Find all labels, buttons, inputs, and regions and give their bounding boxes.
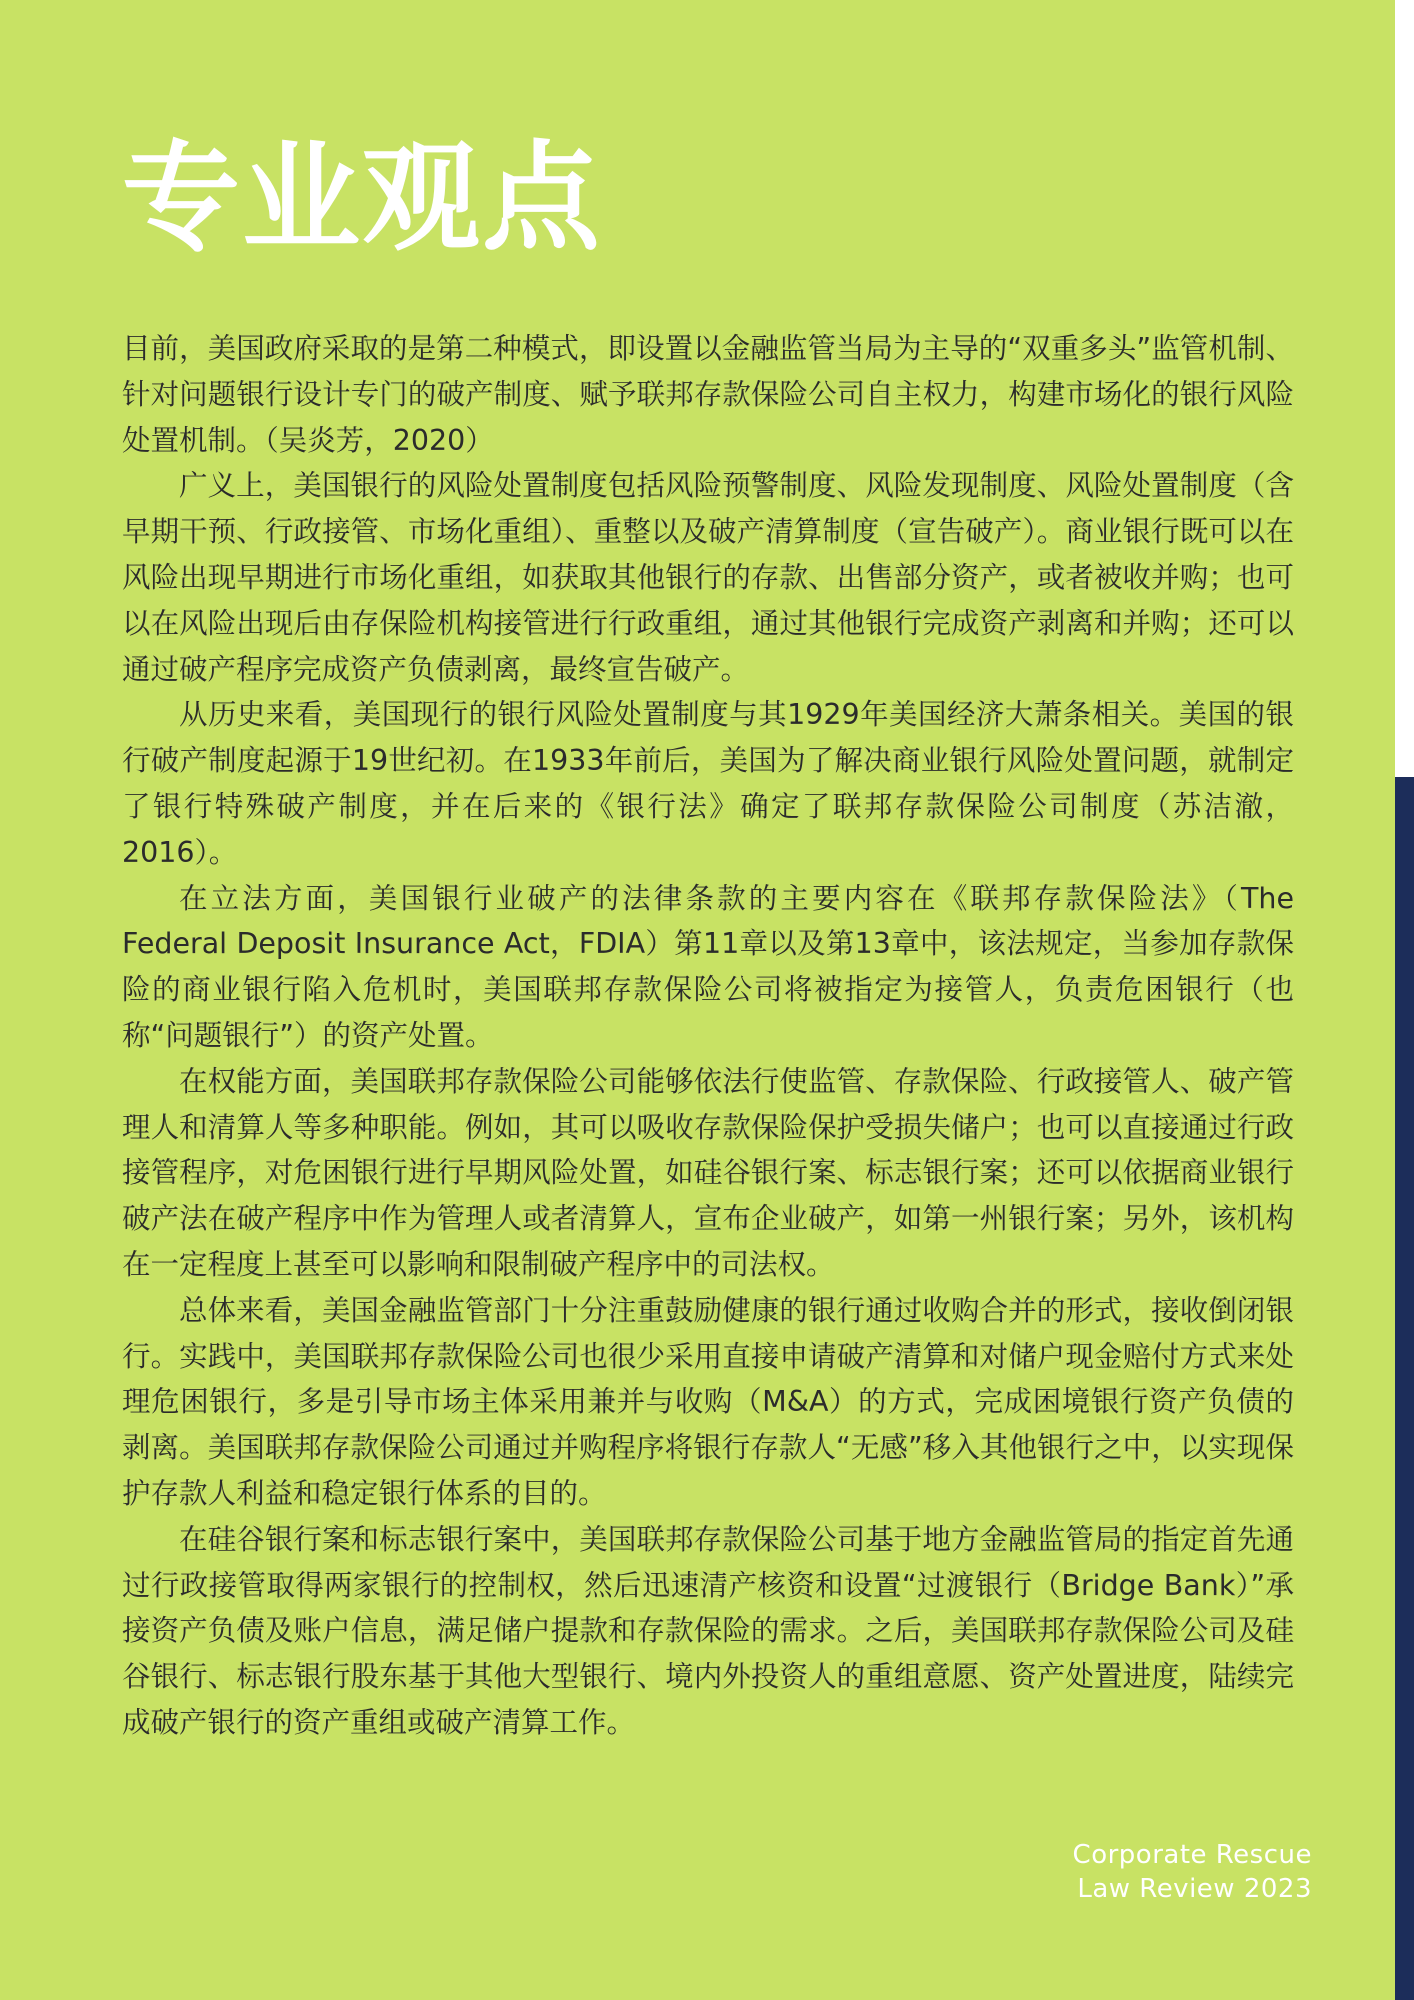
- right-edge-strip: [1395, 0, 1414, 777]
- article-body: [122, 326, 1294, 1746]
- page-title: 专业观点: [122, 129, 603, 267]
- paragraph-4: 在立法方面，美国银行业破产的法律条款的主要内容在《联邦存款保险法》（The Federal Deposit Insurance Act，FDIA）第11章以及第13章中，该法规定，当参加存款保险的商业银行陷入危机时，美国联邦存款保险公司将被指定为接管人，负责危困银行（也称“问题银行”）的资产处置。: [122, 881, 1294, 1052]
- right-accent-bar: [1395, 777, 1414, 2000]
- paragraph-7: 在硅谷银行案和标志银行案中，美国联邦存款保险公司基于地方金融监管局的指定首先通过行政接管取得两家银行的控制权，然后迅速清产核资和设置“过渡银行（Bridge Bank）”承接资产负债及账户信息，满足储户提款和存款保险的需求。之后，美国联邦存款保险公司及硅谷银行、标志银行股东基于其他大型银行、境内外投资人的重组意愿、资产处置进度，陆续完成破产银行的资产重组或破产清算工作。: [122, 1522, 1294, 1739]
- paragraph-5: 在权能方面，美国联邦存款保险公司能够依法行使监管、存款保险、行政接管人、破产管理人和清算人等多种职能。例如，其可以吸收存款保险保护受损失储户；也可以直接通过行政接管程序，对危困银行进行早期风险处置，如硅谷银行案、标志银行案；还可以依据商业银行破产法在破产程序中作为管理人或者清算人，宣布企业破产，如第一州银行案；另外，该机构在一定程度上甚至可以影响和限制破产程序中的司法权。: [122, 1064, 1294, 1281]
- paragraph-6: 总体来看，美国金融监管部门十分注重鼓励健康的银行通过收购合并的形式，接收倒闭银行。实践中，美国联邦存款保险公司也很少采用直接申请破产清算和对储户现金赔付方式来处理危困银行，多是引导市场主体采用兼并与收购（M&A）的方式，完成困境银行资产负债的剥离。美国联邦存款保险公司通过并购程序将银行存款人“无感”移入其他银行之中，以实现保护存款人利益和稳定银行体系的目的。: [122, 1293, 1294, 1510]
- paragraph-1: 目前，美国政府采取的是第二种模式，即设置以金融监管当局为主导的“双重多头”监管机制、针对问题银行设计专门的破产制度、赋予联邦存款保险公司自主权力，构建市场化的银行风险处置机制。（吴炎芳，2020）: [122, 332, 1294, 457]
- footer-line-2: Law Review 2023: [1077, 1874, 1312, 1904]
- publication-footer: [1073, 1838, 1312, 1906]
- footer-line-1: Corporate Rescue: [1072, 1840, 1312, 1870]
- paragraph-3: 从历史来看，美国现行的银行风险处置制度与其1929年美国经济大萧条相关。美国的银行破产制度起源于19世纪初。在1933年前后，美国为了解决商业银行风险处置问题，就制定了银行特殊破产制度，并在后来的《银行法》确定了联邦存款保险公司制度（苏洁澈，2016）。: [122, 698, 1294, 869]
- paragraph-2: 广义上，美国银行的风险处置制度包括风险预警制度、风险发现制度、风险处置制度（含早期干预、行政接管、市场化重组）、重整以及破产清算制度（宣告破产）。商业银行既可以在风险出现早期进行市场化重组，如获取其他银行的存款、出售部分资产，或者被收并购；也可以在风险出现后由存保险机构接管进行行政重组，通过其他银行完成资产剥离和并购；还可以通过破产程序完成资产负债剥离，最终宣告破产。: [122, 469, 1294, 686]
